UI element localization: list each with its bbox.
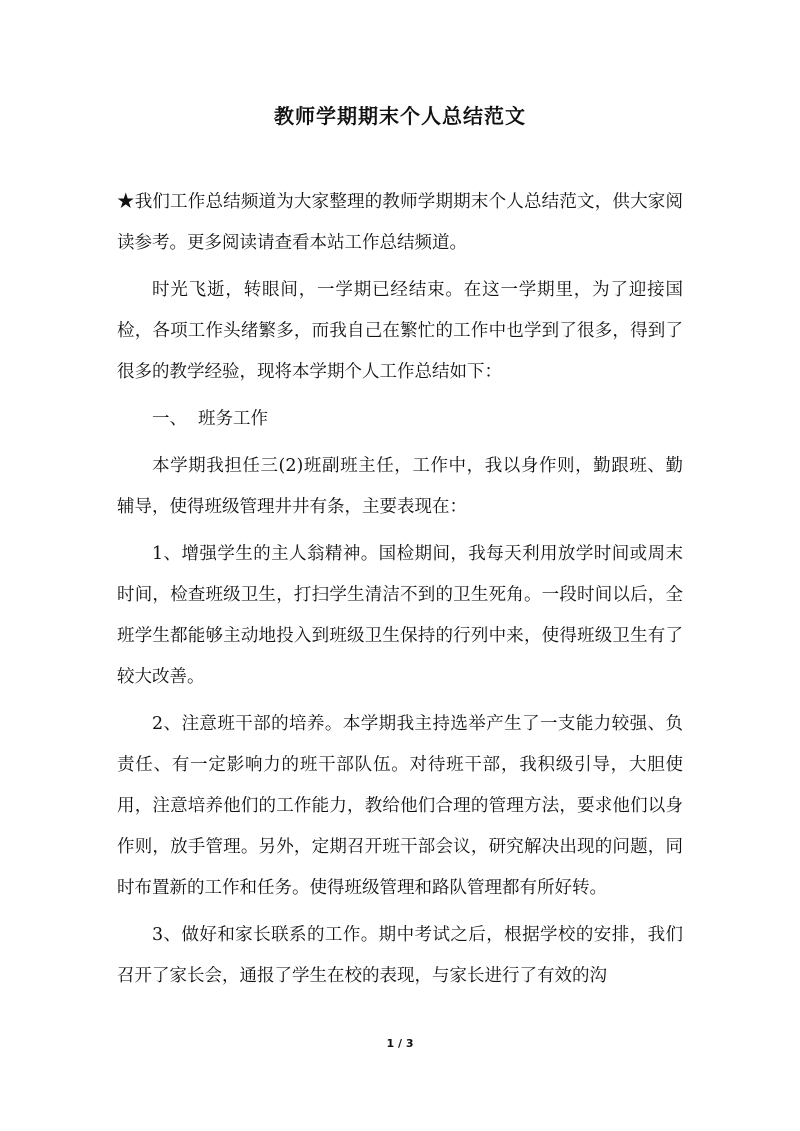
section-heading xyxy=(117,399,683,440)
section-title: 班务工作 xyxy=(198,409,268,429)
list-item-1: 1、增强学生的主人翁精神。国检期间，我每天利用放学时间或周末时间，检查班级卫生，打扫学生清洁不到的卫生死角。一段时间以后，全班学生都能够主动地投入到班级卫生保持的行列中来，使得班级卫生有了较大改善。 xyxy=(117,544,683,687)
list-item-3: 3、做好和家长联系的工作。期中考试之后，根据学校的安排，我们召开了家长会，通报了学生在校的表现，与家长进行了有效的沟 xyxy=(117,925,683,986)
section-intro-paragraph: 本学期我担任三(2)班副班主任，工作中，我以身作则，勤跟班、勤辅导，使得班级管理井井有条，主要表现在： xyxy=(117,456,683,517)
intro-paragraph: ★我们工作总结频道为大家整理的教师学期期末个人总结范文，供大家阅读参考。更多阅读请查看本站工作总结频道。 xyxy=(117,192,683,253)
document-title: 教师学期期末个人总结范文 xyxy=(274,104,526,128)
section-number: 一、 xyxy=(152,409,187,429)
opening-paragraph: 时光飞逝，转眼间，一学期已经结束。在这一学期里，为了迎接国检，各项工作头绪繁多，而我自己在繁忙的工作中也学到了很多，得到了很多的教学经验，现将本学期个人工作总结如下： xyxy=(117,280,683,382)
document-body xyxy=(117,182,683,1003)
list-item-2: 2、注意班干部的培养。本学期我主持选举产生了一支能力较强、负责任、有一定影响力的班干部队伍。对待班干部，我积级引导，大胆使用，注意培养他们的工作能力，教给他们合理的管理方法，要求他们以身作则，放手管理。另外，定期召开班干部会议，研究解决出现的问题，同时布置新的工作和任务。使得班级管理和路队管理都有所好转。 xyxy=(117,714,683,898)
page-number: 1 / 3 xyxy=(386,1037,414,1050)
